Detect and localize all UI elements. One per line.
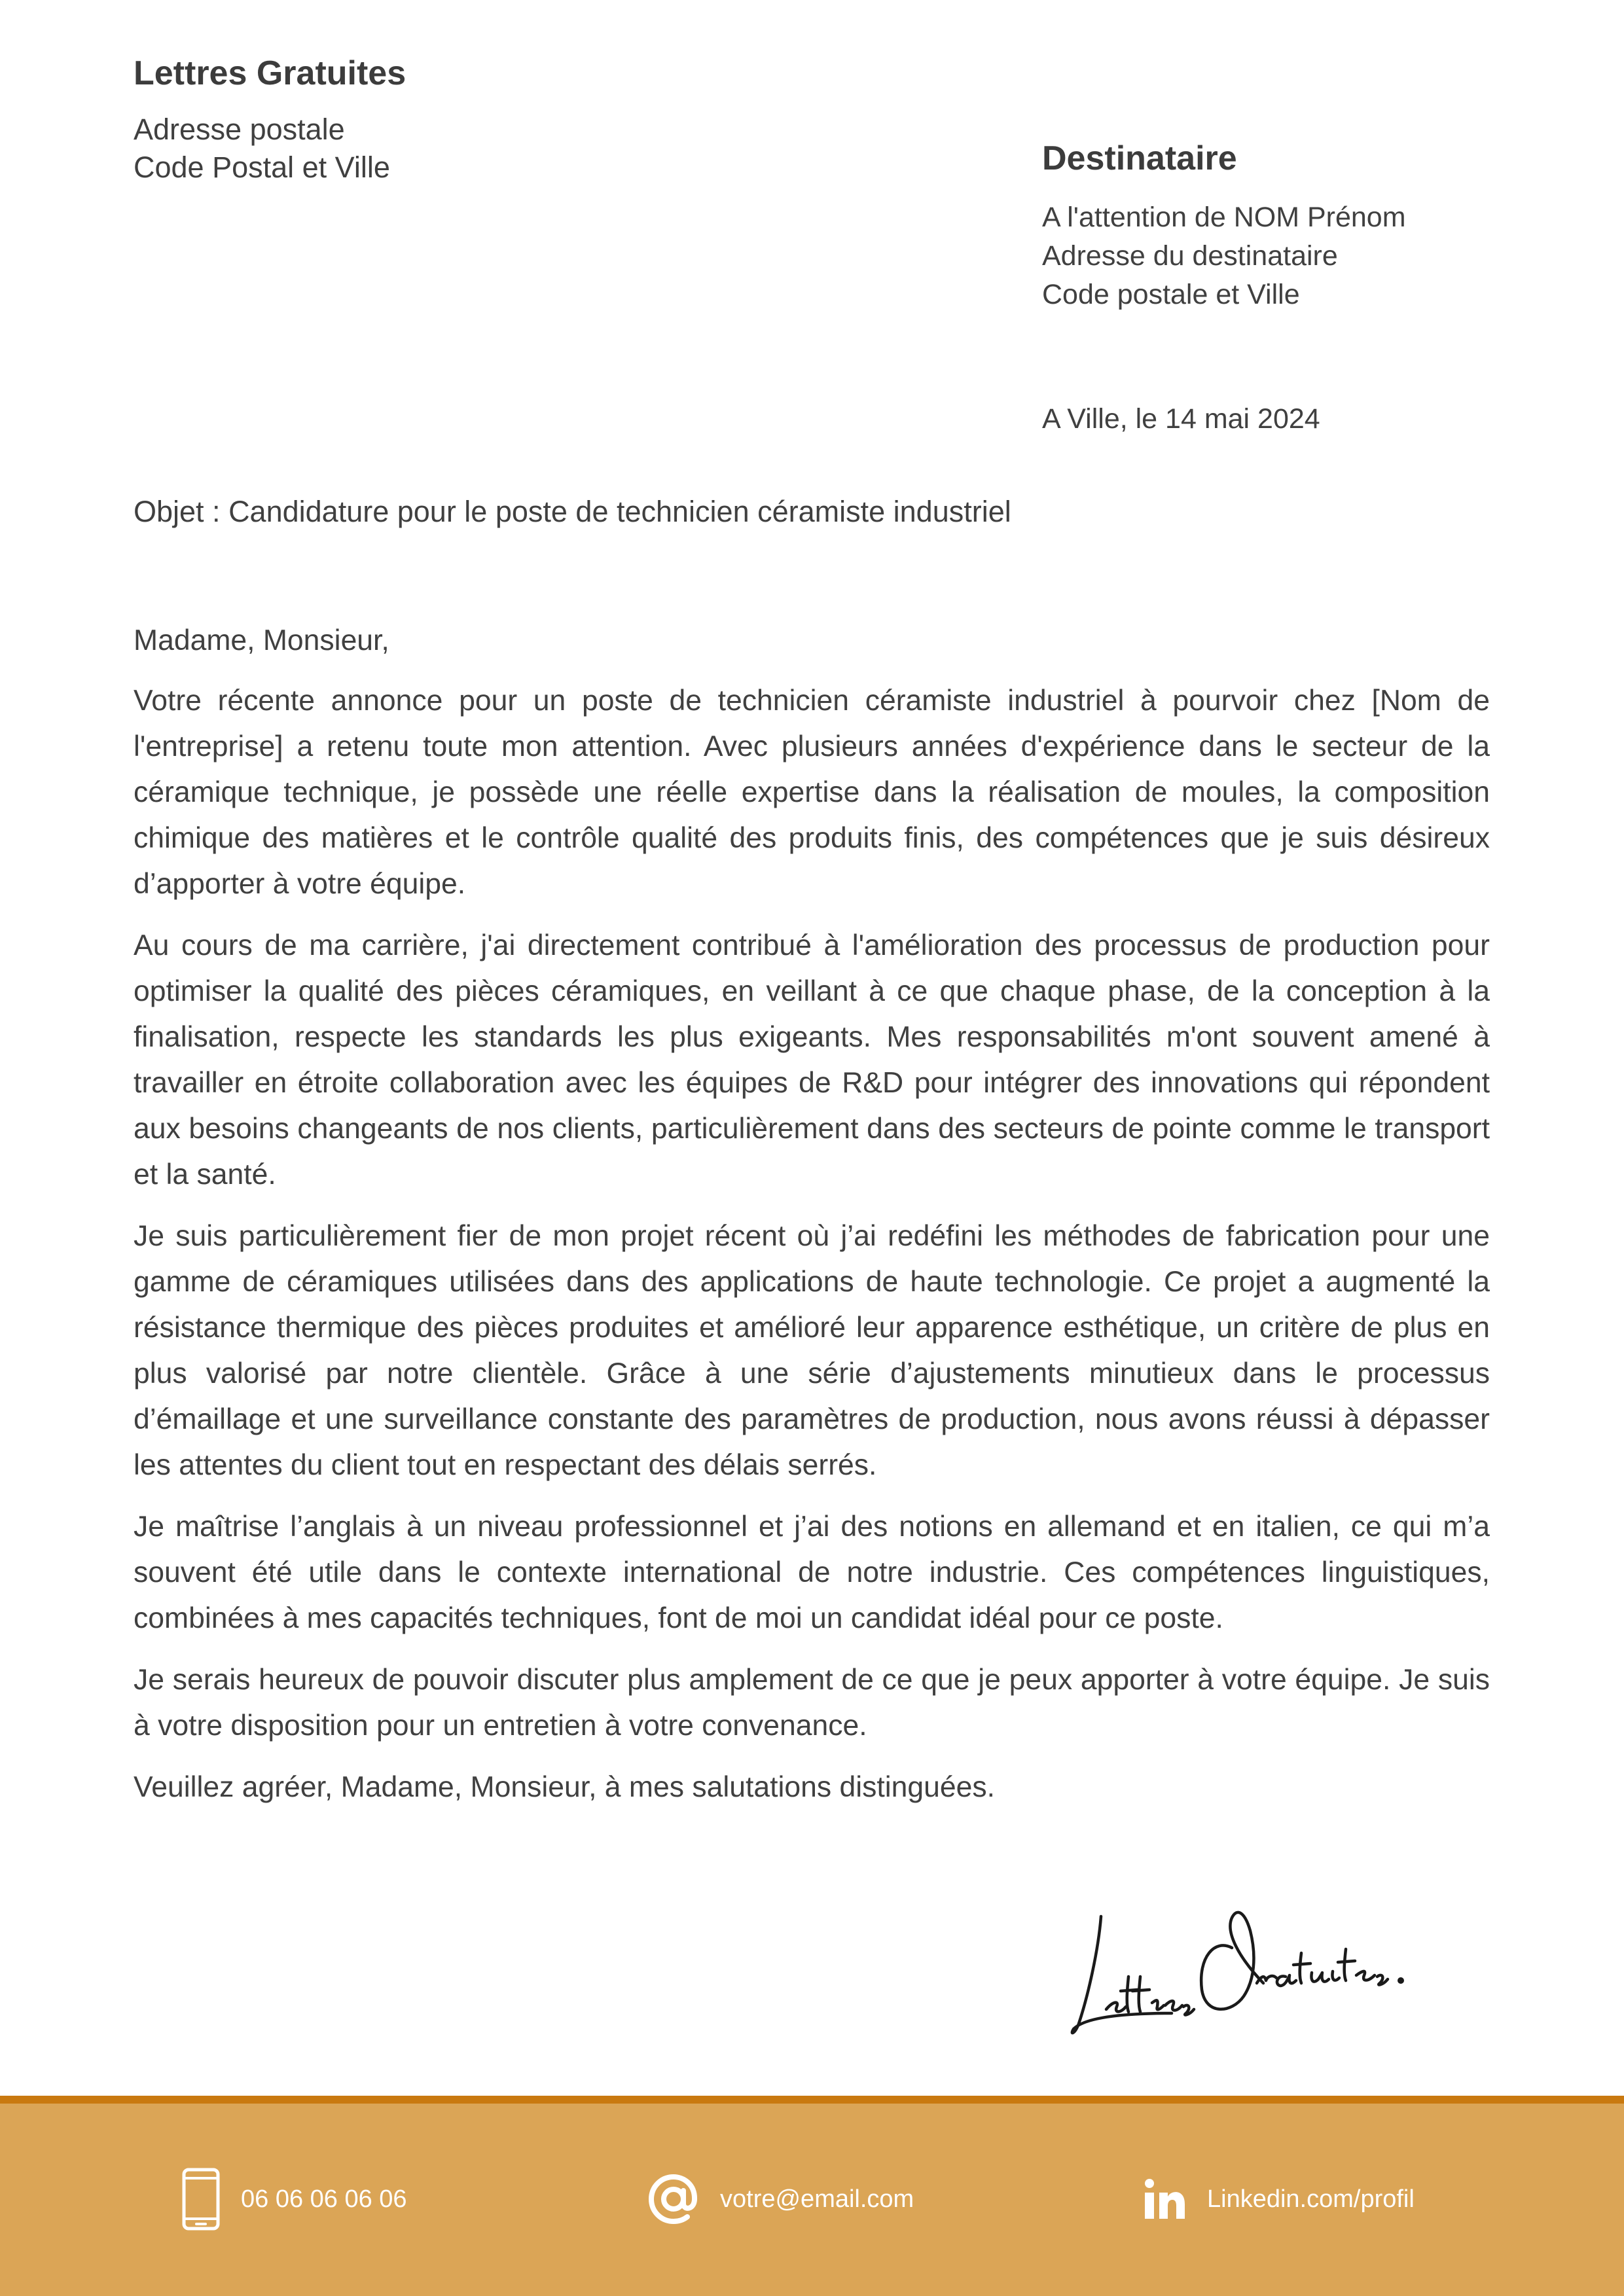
body-paragraph: Au cours de ma carrière, j'ai directement contribué à l'amélioration des processus de production pour optimiser la qualité des pièces céramiques, en veillant à ce que chaque phase, de la conception à la finalisation, respecte les standards les plus exigeants. Mes responsabilités m'ont souvent amené à travailler en étroite collaboration avec les équipes de R&D pour intégrer des innovations qui répondent aux besoins changeants de nos clients, particulièrement dans des secteurs de pointe comme le transport et la santé. [134, 929, 1490, 1191]
letter-date: A Ville, le 14 mai 2024 [1042, 403, 1320, 435]
contact-phone[interactable] [182, 2166, 407, 2232]
linkedin-icon [1144, 2178, 1186, 2220]
body-paragraph: Votre récente annonce pour un poste de technicien céramiste industriel à pourvoir chez [Nom de l'entreprise] a retenu toute mon attention. Avec plusieurs années d'expérience dans le secteur de la céramique technique, je possède une réelle expertise dans la réalisation de moules, la composition chimique des matières et le contrôle qualité des produits finis, des compétences que je suis désireux d’apporter à votre équipe. [134, 685, 1490, 900]
linkedin-url: Linkedin.com/profil [1207, 2185, 1415, 2213]
body-paragraph: Je suis particulièrement fier de mon projet récent où j’ai redéfini les méthodes de fabrication pour une gamme de céramiques utilisées dans des applications de haute technologie. Ce projet a augmenté la résistance thermique des pièces produites et amélioré leur apparence esthétique, un critère de plus en plus valorisé par notre clientèle. Grâce à une série d’ajustements minutieux dans le processus d’émaillage et une surveillance constante des paramètres de production, nous avons réussi à dépasser les attentes du client tout en respectant des délais serrés. [134, 1220, 1490, 1481]
sender-city: Code Postal et Ville [134, 151, 390, 184]
phone-icon [182, 2168, 220, 2231]
recipient-attention: A l'attention de NOM Prénom [1042, 202, 1406, 233]
contact-email[interactable] [648, 2166, 914, 2232]
at-icon [648, 2174, 699, 2225]
sender-address: Adresse postale [134, 113, 345, 146]
sender-name: Lettres Gratuites [134, 54, 406, 92]
letter-subject: Objet : Candidature pour le poste de technicien céramiste industriel [134, 495, 1011, 528]
body-paragraph: Je serais heureux de pouvoir discuter plus amplement de ce que je peux apporter à votre équipe. Je suis à votre disposition pour un entretien à votre convenance. [134, 1664, 1490, 1742]
phone-number: 06 06 06 06 06 [241, 2185, 407, 2213]
body-paragraph: Je maîtrise l’anglais à un niveau professionnel et j’ai des notions en allemand et en italien, ce qui m’a souvent été utile dans le contexte international de notre industrie. Ces compétences linguistiques, combinées à mes capacités techniques, font de moi un candidat idéal pour ce poste. [134, 1511, 1490, 1634]
recipient-title: Destinataire [1042, 139, 1237, 177]
recipient-address: Adresse du destinataire [1042, 240, 1338, 272]
footer-accent-rule [0, 2096, 1624, 2104]
contact-linkedin[interactable] [1144, 2166, 1415, 2232]
signature [1060, 1885, 1447, 2055]
email-address: votre@email.com [720, 2185, 914, 2213]
closing-formula: Veuillez agréer, Madame, Monsieur, à mes salutations distinguées. [134, 1771, 995, 1803]
letter-body [134, 618, 1490, 1826]
recipient-city: Code postale et Ville [1042, 279, 1300, 310]
salutation: Madame, Monsieur, [134, 624, 389, 656]
